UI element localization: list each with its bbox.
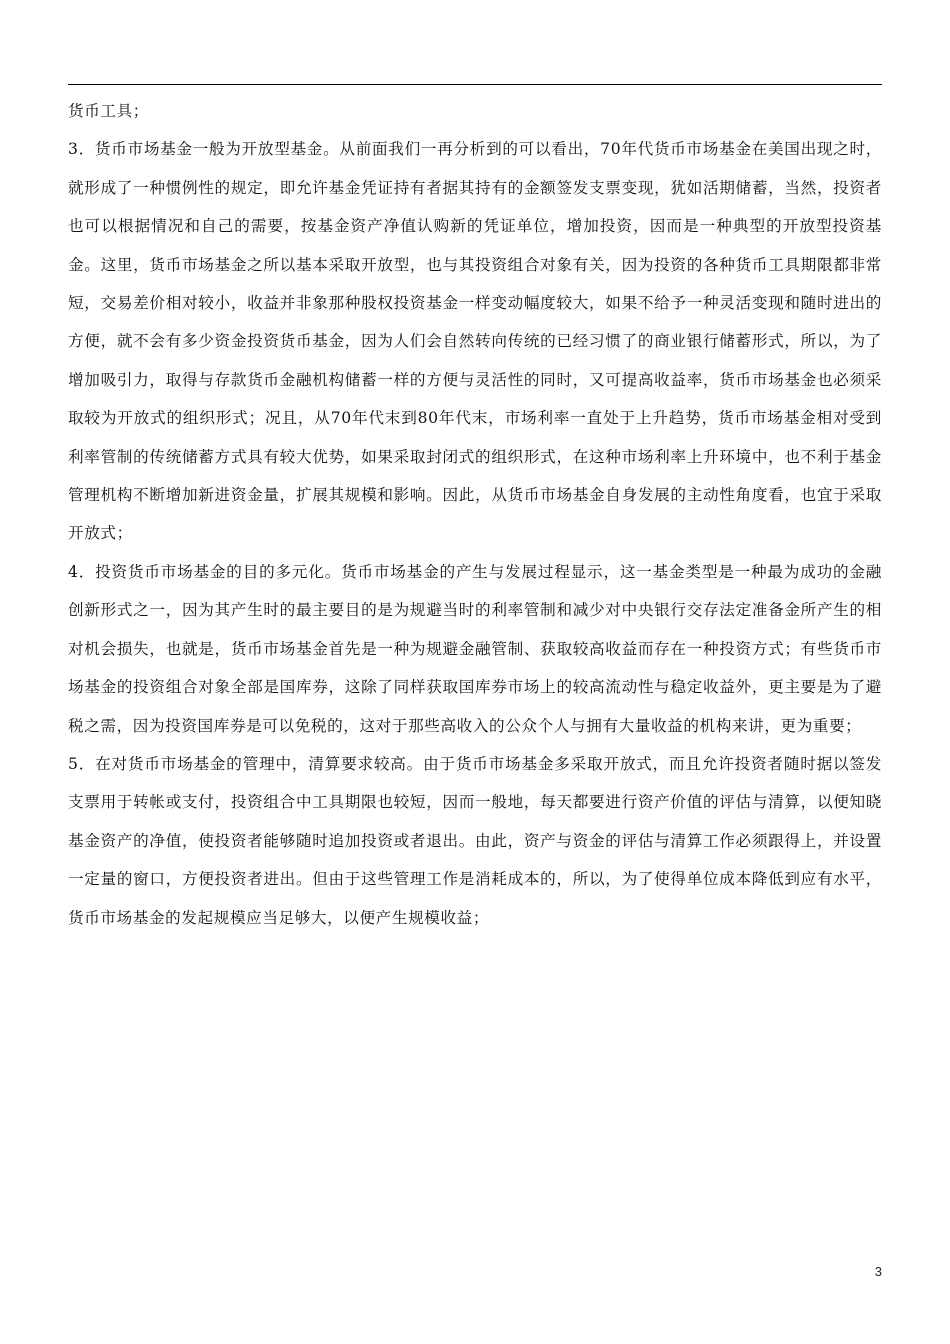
paragraph-point-3: 3．货币市场基金一般为开放型基金。从前面我们一再分析到的可以看出，70年代货币市场基金在美国出现之时，就形成了一种惯例性的规定，即允许基金凭证持有者据其持有的金额签发支票变现，犹如活期储蓄，当然，投资者也可以根据情况和自己的需要，按基金资产净值认购新的凭证单位，增加投资，因而是一种典型的开放型投资基金。这里，货币市场基金之所以基本采取开放型，也与其投资组合对象有关，因为投资的各种货币工具期限都非常短，交易差价相对较小，收益并非象那种股权投资基金一样变动幅度较大，如果不给予一种灵活变现和随时进出的方便，就不会有多少资金投资货币基金，因为人们会自然转向传统的已经习惯了的商业银行储蓄形式，所以，为了增加吸引力，取得与存款货币金融机构储蓄一样的方便与灵活性的同时，又可提高收益率，货币市场基金也必须采取较为开放式的组织形式；况且，从70年代末到80年代末，市场利率一直处于上升趋势，货币市场基金相对受到利率管制的传统储蓄方式具有较大优势，如果采取封闭式的组织形式，在这种市场利率上升环境中，也不利于基金管理机构不断增加新进资金量，扩展其规模和影响。因此，从货币市场基金自身发展的主动性角度看，也宜于采取开放式； bbox=[68, 140, 882, 543]
paragraph-point-5: 5．在对货币市场基金的管理中，清算要求较高。由于货币市场基金多采取开放式，而且允许投资者随时据以签发支票用于转帐或支付，投资组合中工具期限也较短，因而一般地，每天都要进行资产价值的评估与清算，以便知晓基金资产的净值，使投资者能够随时追加投资或者退出。由此，资产与资金的评估与清算工作必须跟得上，并设置一定量的窗口，方便投资者进出。但由于这些管理工作是消耗成本的，所以，为了使得单位成本降低到应有水平，货币市场基金的发起规模应当足够大，以便产生规模收益； bbox=[68, 754, 882, 927]
paragraph-point-4: 4．投资货币市场基金的目的多元化。货币市场基金的产生与发展过程显示，这一基金类型是一种最为成功的金融创新形式之一，因为其产生时的最主要目的是为规避当时的利率管制和减少对中央银行交存法定准备金所产生的相对机会损失，也就是，货币市场基金首先是一种为规避金融管制、获取较高收益而存在一种投资方式；有些货币市场基金的投资组合对象全部是国库券，这除了同样获取国库券市场上的较高流动性与稳定收益外，更主要是为了避税之需，因为投资国库券是可以免税的，这对于那些高收入的公众个人与拥有大量收益的机构来讲，更为重要； bbox=[68, 562, 882, 735]
header-rule bbox=[68, 84, 882, 85]
paragraph-continuation: 货币工具； bbox=[68, 102, 149, 120]
document-body bbox=[68, 92, 882, 937]
page-number: 3 bbox=[874, 1264, 882, 1279]
